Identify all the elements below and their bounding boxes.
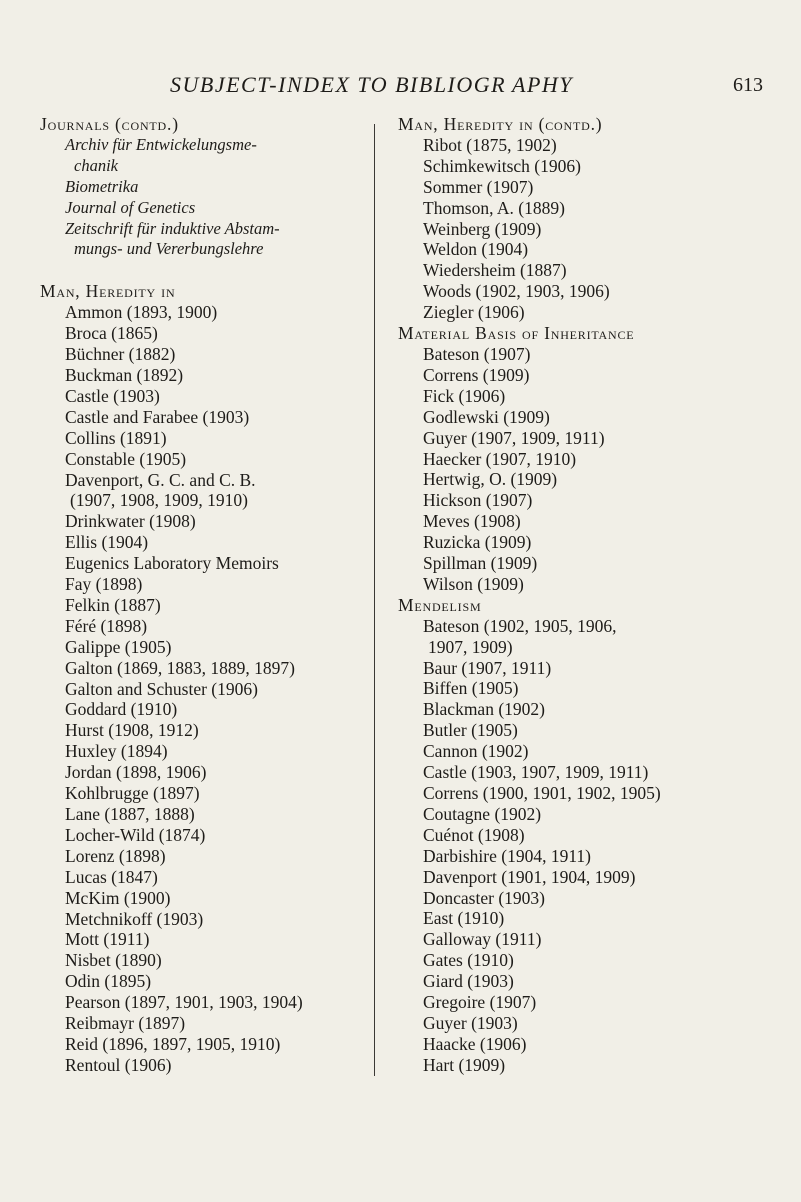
index-entry: Hurst (1908, 1912) — [65, 720, 199, 741]
index-entry-continuation: 1907, 1909) — [428, 636, 513, 657]
index-entry: Thomson, A. (1889) — [423, 197, 565, 218]
index-entry: Biffen (1905) — [423, 678, 519, 699]
journal-title: Biometrika — [65, 176, 139, 196]
index-entry: Baur (1907, 1911) — [423, 657, 552, 678]
index-entry: McKim (1900) — [65, 887, 171, 908]
index-entry: Guyer (1903) — [423, 1012, 518, 1033]
index-entry: Bateson (1902, 1905, 1906, — [423, 615, 617, 636]
index-entry: Galloway (1911) — [423, 929, 542, 950]
index-entry: Weinberg (1909) — [423, 218, 542, 239]
left-column — [40, 114, 370, 1076]
index-entry-continuation: (1907, 1908, 1909, 1910) — [70, 490, 248, 511]
index-entry: Fay (1898) — [65, 574, 143, 595]
index-entry: Drinkwater (1908) — [65, 511, 196, 532]
index-entry: Pearson (1897, 1901, 1903, 1904) — [65, 992, 303, 1013]
index-entry: Odin (1895) — [65, 971, 152, 992]
index-entry: East (1910) — [423, 908, 505, 929]
index-entry: Lane (1887, 1888) — [65, 804, 195, 824]
journal-title: Archiv für Entwickelungsme- — [65, 134, 257, 154]
index-entry: Ribot (1875, 1902) — [423, 134, 557, 155]
index-entry: Darbishire (1904, 1911) — [423, 845, 591, 866]
index-entry: Huxley (1894) — [65, 741, 168, 762]
index-entry: Wiedersheim (1887) — [423, 260, 567, 281]
running-title: SUBJECT-INDEX TO BIBLIOGR APHY — [170, 72, 574, 97]
journal-title: Zeitschrift für induktive Abstam- — [65, 218, 280, 238]
index-entry: Bateson (1907) — [423, 343, 531, 364]
index-entry: Nisbet (1890) — [65, 950, 162, 971]
index-entry: Féré (1898) — [65, 615, 148, 636]
index-entry: Rentoul (1906) — [65, 1054, 172, 1075]
index-entry: Goddard (1910) — [65, 699, 178, 720]
index-entry: Broca (1865) — [65, 323, 158, 344]
page-header — [0, 70, 801, 110]
index-entry: Hart (1909) — [423, 1054, 506, 1075]
index-entry: Godlewski (1909) — [423, 406, 550, 427]
index-entry: Reibmayr (1897) — [65, 1013, 186, 1034]
index-entry: Galippe (1905) — [65, 636, 172, 657]
index-entry: Constable (1905) — [65, 448, 187, 469]
section-heading: Mendelism — [398, 594, 482, 615]
section-gap — [40, 260, 370, 281]
index-entry: Reid (1896, 1897, 1905, 1910) — [65, 1033, 281, 1054]
index-entry: Büchner (1882) — [65, 344, 176, 365]
index-entry: Schimkewitsch (1906) — [423, 155, 581, 176]
index-entry: Castle and Farabee (1903) — [65, 406, 250, 427]
index-entry: Felkin (1887) — [65, 594, 161, 615]
index-entry: Collins (1891) — [65, 427, 167, 448]
index-entry: Butler (1905) — [423, 720, 518, 741]
journal-title: Journal of Genetics — [65, 197, 196, 217]
page-number: 613 — [733, 74, 763, 96]
index-entry: Woods (1902, 1903, 1906) — [423, 281, 610, 302]
index-entry: Lorenz (1898) — [65, 845, 166, 866]
index-entry: Ruzicka (1909) — [423, 532, 532, 553]
section-heading: Material Basis of Inheritance — [398, 323, 635, 344]
index-entry: Metchnikoff (1903) — [65, 908, 204, 929]
index-entry: Castle (1903, 1907, 1909, 1911) — [423, 762, 649, 783]
section-heading: Man, Heredity in — [40, 281, 176, 302]
index-entry: Giard (1903) — [423, 971, 514, 992]
index-entry: Haacke (1906) — [423, 1033, 527, 1054]
index-entry: Spillman (1909) — [423, 553, 538, 574]
index-entry: Buckman (1892) — [65, 364, 184, 385]
section-heading: Man, Heredity in (contd.) — [398, 114, 603, 134]
index-entry: Gates (1910) — [423, 950, 514, 971]
index-entry: Lucas (1847) — [65, 866, 158, 887]
index-entry: Locher-Wild (1874) — [65, 824, 206, 845]
journal-title-continuation: mungs- und Vererbungslehre — [74, 239, 264, 259]
index-entry: Castle (1903) — [65, 385, 160, 406]
right-column — [398, 114, 778, 1076]
index-entry: Sommer (1907) — [423, 176, 534, 197]
index-entry: Galton and Schuster (1906) — [65, 678, 258, 699]
index-entry: Wilson (1909) — [423, 573, 524, 594]
index-entry: Blackman (1902) — [423, 699, 545, 720]
index-entry: Coutagne (1902) — [423, 803, 542, 824]
index-entry: Hertwig, O. (1909) — [423, 469, 558, 490]
index-entry: Cannon (1902) — [423, 741, 529, 762]
index-entry: Correns (1909) — [423, 364, 530, 385]
index-entry: Correns (1900, 1901, 1902, 1905) — [423, 783, 661, 803]
index-entry: Mott (1911) — [65, 929, 150, 950]
index-entry: Gregoire (1907) — [423, 992, 537, 1013]
index-entry: Eugenics Laboratory Memoirs — [65, 553, 279, 574]
index-entry: Ellis (1904) — [65, 532, 149, 553]
index-entry: Haecker (1907, 1910) — [423, 448, 577, 469]
index-entry: Ziegler (1906) — [423, 302, 525, 323]
index-entry: Doncaster (1903) — [423, 887, 545, 908]
index-entry: Cuénot (1908) — [423, 824, 525, 845]
index-entry: Fick (1906) — [423, 385, 506, 406]
index-entry: Meves (1908) — [423, 511, 521, 532]
journal-title-continuation: chanik — [74, 155, 118, 175]
index-entry: Jordan (1898, 1906) — [65, 762, 207, 783]
column-divider — [374, 124, 375, 1076]
index-entry: Hickson (1907) — [423, 490, 533, 511]
index-entry: Weldon (1904) — [423, 239, 529, 260]
index-entry: Guyer (1907, 1909, 1911) — [423, 427, 605, 448]
index-entry: Ammon (1893, 1900) — [65, 302, 218, 323]
index-entry: Davenport, G. C. and C. B. — [65, 469, 256, 490]
index-entry: Kohlbrugge (1897) — [65, 783, 200, 804]
index-entry: Galton (1869, 1883, 1889, 1897) — [65, 657, 295, 678]
section-heading: Journals (contd.) — [40, 114, 179, 134]
index-entry: Davenport (1901, 1904, 1909) — [423, 866, 636, 887]
